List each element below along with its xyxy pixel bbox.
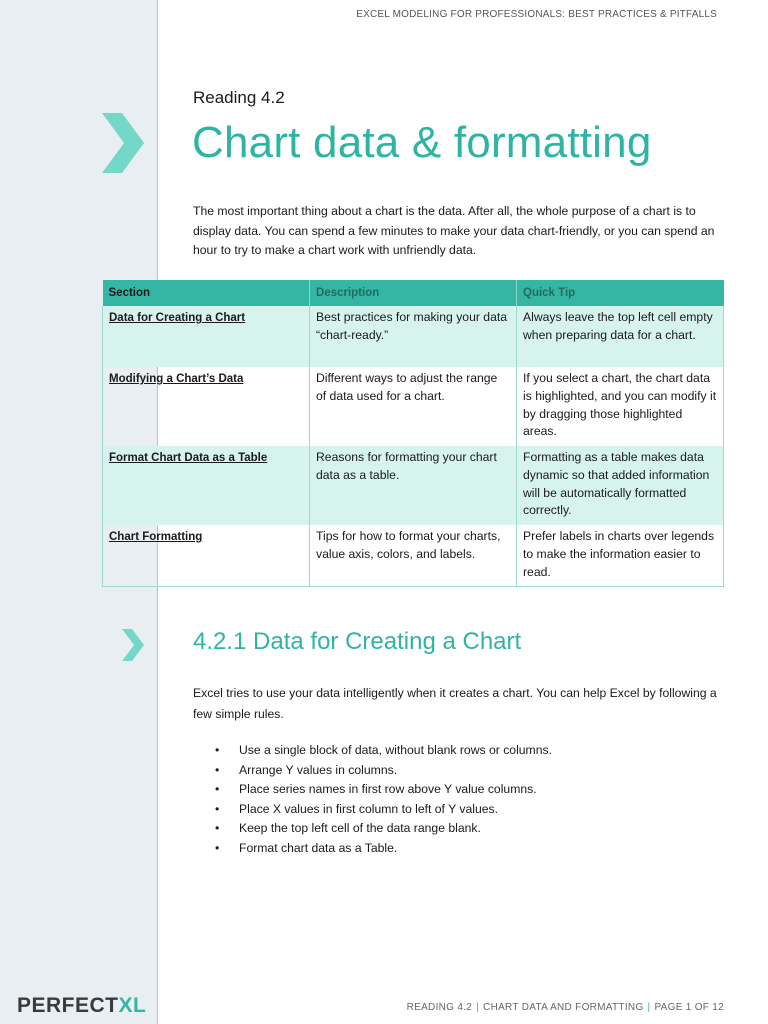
running-footer <box>407 1002 724 1013</box>
bullet: • <box>215 762 220 777</box>
section-link[interactable]: Data for Creating a Chart <box>109 312 246 324</box>
logo-text: PERFECT <box>17 994 119 1017</box>
column-header-quick-tip: Quick Tip <box>517 280 724 306</box>
list-item <box>193 800 552 820</box>
table-row <box>103 525 724 586</box>
footer-separator: | <box>476 1002 480 1013</box>
list-item-text: Use a single block of data, without blank rows or columns. <box>239 743 552 757</box>
table-row <box>103 446 724 525</box>
section-cell <box>103 367 310 446</box>
description-cell: Best practices for making your data “chart-ready.” <box>310 306 517 367</box>
bullet: • <box>215 743 220 757</box>
footer-reading: READING 4.2 <box>406 1002 473 1013</box>
bullet: • <box>215 821 220 835</box>
tip-cell: If you select a chart, the chart data is highlighted, and you can modify it by dragging those highlighted areas. <box>517 367 724 446</box>
list-item-text: Place series names in first row above Y value columns. <box>239 782 537 796</box>
table-header-row <box>103 280 724 306</box>
list-item <box>193 819 552 839</box>
page-title: Chart data & formatting <box>192 118 652 167</box>
tip-cell: Prefer labels in charts over legends to make the information easier to read. <box>517 525 724 586</box>
section-cell <box>103 525 310 586</box>
section-cell <box>103 306 310 367</box>
list-item-text: Place X values in first column to left of Y values. <box>239 801 499 816</box>
list-item <box>193 741 552 761</box>
section-link[interactable]: Modifying a Chart’s Data <box>109 373 244 385</box>
list-item-text: Keep the top left cell of the data range blank. <box>239 821 481 835</box>
section-link[interactable]: Format Chart Data as a Table <box>109 452 268 464</box>
description-cell: Reasons for formatting your chart data as a table. <box>310 446 517 525</box>
section-paragraph: Excel tries to use your data intelligently when it creates a chart. You can help Excel by following a few simple rules. <box>193 686 717 721</box>
chevron-right-icon <box>122 629 144 661</box>
list-item <box>193 780 552 800</box>
bullet: • <box>215 801 220 816</box>
footer-separator: | <box>647 1002 651 1013</box>
intro-paragraph: The most important thing about a chart is the data. After all, the whole purpose of a chart is to display data. You can spend a few minutes to make your data chart-friendly, or you can spend an hour to try to make a chart work with unfriendly data. <box>193 204 715 257</box>
footer-chapter: CHART DATA AND FORMATTING <box>483 1002 644 1013</box>
section-link[interactable]: Chart Formatting <box>109 531 203 543</box>
list-item-text: Arrange Y values in columns. <box>239 762 398 777</box>
description-cell: Tips for how to format your charts, value axis, colors, and labels. <box>310 525 517 586</box>
bullet: • <box>215 782 220 796</box>
logo-accent-text: XL <box>118 994 147 1017</box>
list-item <box>193 839 552 859</box>
perfectxl-logo <box>17 994 146 1018</box>
chevron-right-icon <box>102 113 144 173</box>
description-cell: Different ways to adjust the range of data used for a chart. <box>310 367 517 446</box>
column-header-description: Description <box>310 280 517 306</box>
list-item-text: Format chart data as a Table. <box>239 840 398 855</box>
table-row <box>103 367 724 446</box>
table-row <box>103 306 724 367</box>
list-item <box>193 761 552 781</box>
footer-page-number: PAGE 1 OF 12 <box>654 1002 724 1013</box>
rules-list <box>193 741 552 858</box>
column-header-section: Section <box>103 280 310 306</box>
tip-cell: Always leave the top left cell empty when preparing data for a chart. <box>517 306 724 367</box>
reading-label: Reading 4.2 <box>193 88 285 107</box>
section-cell <box>103 446 310 525</box>
overview-table <box>102 280 724 587</box>
bullet: • <box>215 840 220 855</box>
running-header: EXCEL MODELING FOR PROFESSIONALS: BEST PRACTICES & PITFALLS <box>356 9 717 20</box>
section-heading: 4.2.1 Data for Creating a Chart <box>193 628 522 655</box>
tip-cell: Formatting as a table makes data dynamic so that added information will be automatically formatted correctly. <box>517 446 724 525</box>
